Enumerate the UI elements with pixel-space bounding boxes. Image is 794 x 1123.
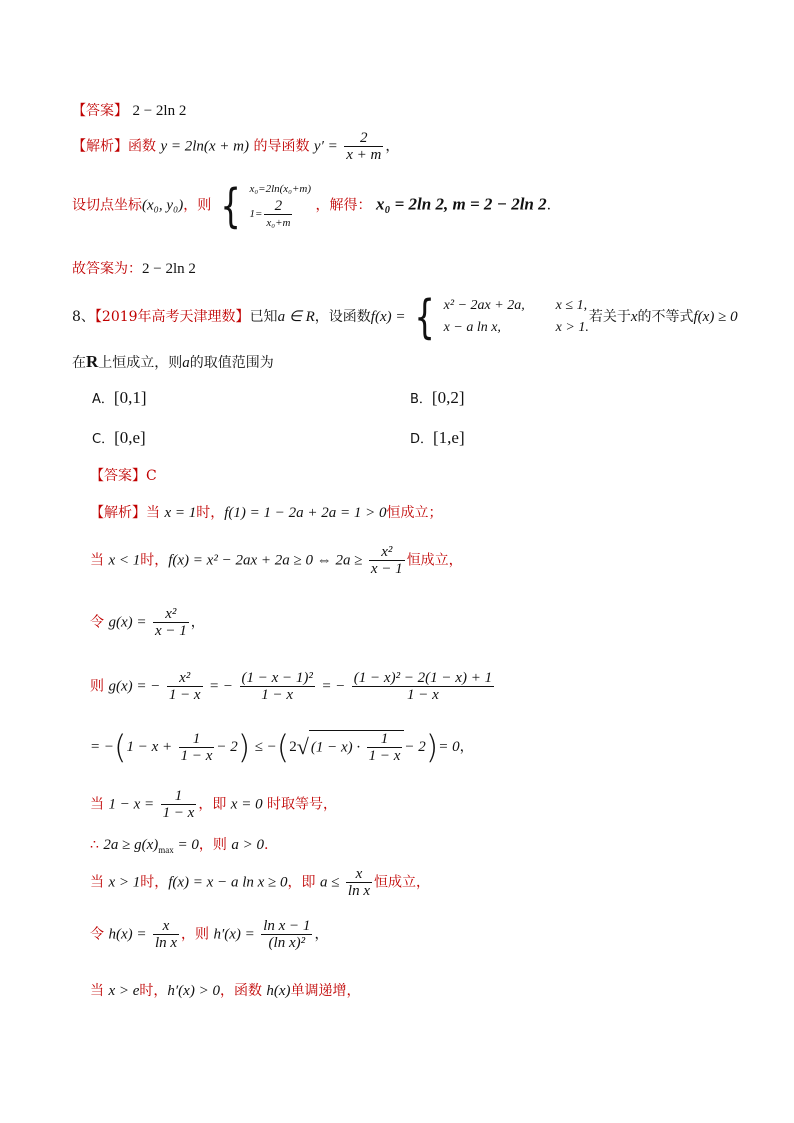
fraction: $\frac{x}{\text{ln x}}$ xyxy=(347,866,370,899)
square-root: (1 − x) · $\frac{1}{1 - x}$ xyxy=(309,730,405,764)
condition: a ∈ R xyxy=(277,309,315,325)
solution-step-4: 则 g(x) = − $\frac{\text{x²}}{1 - x}$ = − $\frac{\text{(1 − x − 1)²}}{1 - x}$ = − $\frac{\text{(1 − x)² − 2(1 − x) + 1}}{1 - x}$ xyxy=(90,670,493,703)
option-b: B．[0,2] xyxy=(410,388,465,407)
question-source: 【2019年高考天津理数】 xyxy=(94,309,250,325)
real-set: R xyxy=(86,352,99,371)
solution-step-7: ∴ $2a \ge g(x)_{max} = 0$，则 a > 0. xyxy=(90,837,269,855)
conclusion-line xyxy=(72,258,196,278)
inequality: f(x) ≥ 0 xyxy=(693,309,738,325)
conclusion-value: 2 − 2ln 2 xyxy=(142,261,196,277)
equation-system: x₀=2ln(x₀+m) 1= $\frac{2}{\text{x₀+m}}$ xyxy=(249,183,312,229)
solution-step-8: 当 x > 1时，f(x) = x − a ln x ≥ 0，即 a ≤ $\frac{x}{\text{ln x}}$ 恒成立， xyxy=(90,866,430,899)
solution-step-3: 令 g(x) = $\frac{\text{x²}}{x - 1}$ ， xyxy=(90,606,205,639)
solution-step-5: = −(1 − x + $\frac{1}{1 - x}$ − 2) ≤ −(2√ (1 − x) · $\frac{1}{1 - x}$ − 2)= 0， xyxy=(90,728,474,766)
tangent-line: 设切点坐标(x₀, y₀)，则 { x₀=2ln(x₀+m) 1= $\frac{2}{\text{x₀+m}}$ ，解得： x₀ = 2ln 2, m = 2 − 2ln 2. xyxy=(72,178,552,233)
answer-value: C xyxy=(146,468,157,484)
answer-line-2 xyxy=(90,465,157,485)
fraction: $\frac{\text{ln x − 1}}{\text{(ln x)²}}$ xyxy=(263,918,311,951)
option-d: D．[1,e] xyxy=(410,428,465,447)
solution-step-10: 当 x > e时，h′(x) > 0，函数 h(x)单调递增， xyxy=(90,983,361,999)
option-c: C．[0,e] xyxy=(92,428,146,447)
solution-step-6: 当 1 − x = $\frac{1}{1 - x}$ ，即 x = 0 时取等号， xyxy=(90,788,338,821)
fraction: $\frac{1}{1 - x}$ xyxy=(180,730,213,764)
fraction: $\frac{\text{(1 − x − 1)²}}{1 - x}$ xyxy=(241,670,313,703)
fraction: $\frac{1}{1 - x}$ xyxy=(162,788,195,821)
tangent-text: ，则 xyxy=(183,197,212,214)
derivative-fraction: $\frac{2}{x + m}$ xyxy=(346,130,382,163)
analysis-text: 函数 xyxy=(128,138,161,155)
solution-step-9: 令 h(x) = $\frac{x}{\text{ln x}}$ ，则 h′(x) = $\frac{\text{ln x − 1}}{\text{(ln x)²}}$ ， xyxy=(90,918,329,951)
fraction: $\frac{\text{x²}}{1 - x}$ xyxy=(168,670,201,703)
analysis-text: 的导函数 xyxy=(249,138,314,155)
option-a: A．[0,1] xyxy=(92,388,147,407)
conclusion-text: 故答案为： xyxy=(72,261,142,277)
piecewise-brace: { xyxy=(414,290,435,344)
function-def: f(x) = xyxy=(370,309,406,325)
solution: x₀ = 2ln 2, m = 2 − 2ln 2 xyxy=(375,194,547,214)
fraction: $\frac{\text{(1 − x)² − 2(1 − x) + 1}}{1 - x}$ xyxy=(353,670,493,703)
answer-line-1 xyxy=(72,100,186,120)
function-expr: y = 2ln(x + m) xyxy=(160,138,250,155)
analysis-line-1: 【解析】函数 y = 2ln(x + m) 的导函数 y′ = $\frac{2}{x + m}$ ， xyxy=(72,130,400,163)
solution-step-1: 【解析】当 x = 1时，f(1) = 1 − 2a + 2a = 1 > 0恒成立； xyxy=(90,505,443,521)
question-number: 8、 xyxy=(72,309,95,325)
point-coord: (x₀, y₀) xyxy=(142,197,184,214)
fraction: $\frac{x}{\text{ln x}}$ xyxy=(154,918,178,951)
system-brace: { xyxy=(220,178,241,233)
answer-label: 【答案】 xyxy=(90,468,146,484)
solution-step-2: 当 x < 1时，f(x) = x² − 2ax + 2a ≥ 0 ⇔ 2a ≥ $\frac{\text{x²}}{x - 1}$ 恒成立， xyxy=(90,544,463,577)
fraction: $\frac{\text{x²}}{x - 1}$ xyxy=(154,606,187,639)
answer-value: 2 − 2ln 2 xyxy=(132,103,187,119)
answer-label: 【答案】 xyxy=(72,103,128,119)
derivative-lhs: y′ = xyxy=(313,138,338,155)
question-8-line-1: 8、【2019年高考天津理数】已知a ∈ R，设函数f(x) = { x² − 2ax + 2a, x ≤ 1, x − a ln x, x > 1. 若关于x的不等式f(x) ≥ 0 xyxy=(72,290,738,344)
tangent-text: ，解得： xyxy=(315,197,372,214)
analysis-label: 【解析】 xyxy=(72,138,128,155)
tangent-text: 设切点坐标 xyxy=(72,197,142,214)
piecewise-cases: x² − 2ax + 2a, x ≤ 1, x − a ln x, x > 1. xyxy=(443,298,589,335)
fraction: $\frac{\text{x²}}{x - 1}$ xyxy=(370,544,403,577)
question-8-line-2: 在R上恒成立，则a的取值范围为 xyxy=(72,352,274,371)
